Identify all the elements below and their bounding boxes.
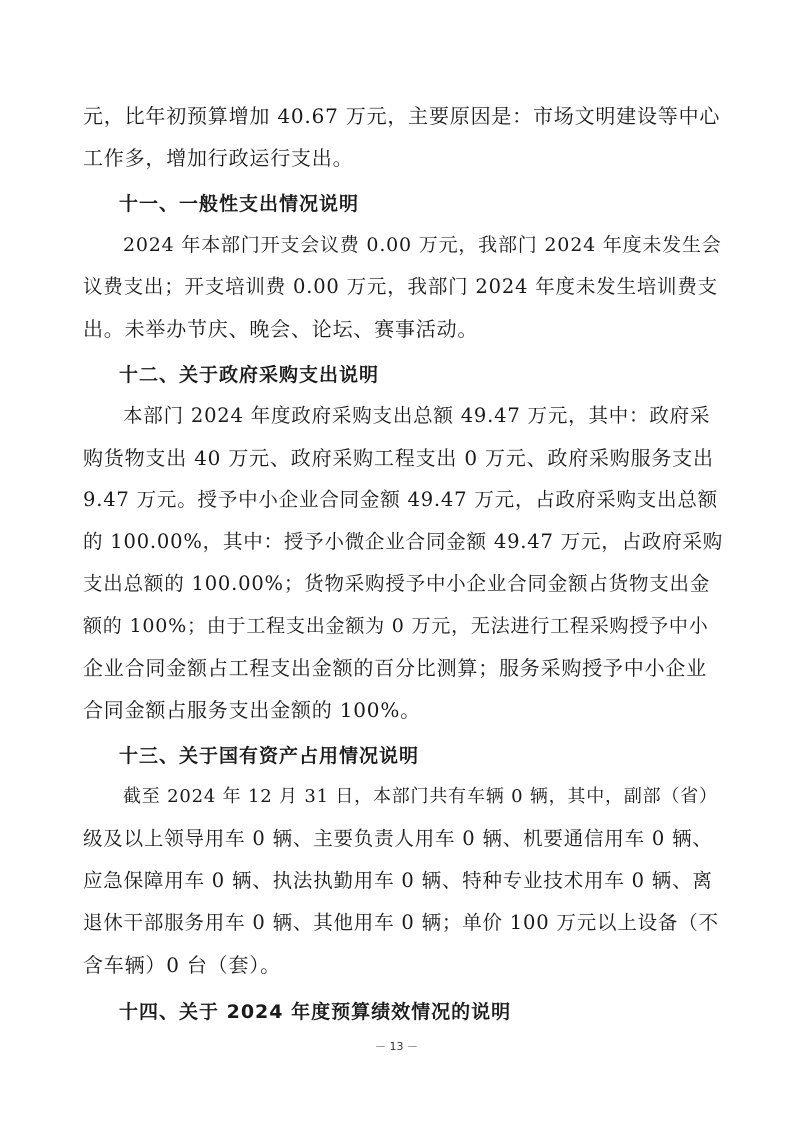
body-text-line: 9.47 万元。授予中小企业合同金额 49.47 万元，占政府采购支出总额 <box>83 488 718 511</box>
body-text-line: 级及以上领导用车 0 辆、主要负责人用车 0 辆、机要通信用车 0 辆、 <box>83 827 713 850</box>
body-text-line: 本部门 2024 年度政府采购支出总额 49.47 万元，其中：政府采 <box>123 404 711 427</box>
section-heading-11: 十一、一般性支出情况说明 <box>119 193 360 215</box>
body-text-line: 购货物支出 40 万元、政府采购工程支出 0 万元、政府采购服务支出 <box>83 446 714 470</box>
body-text-line: 工作多，增加行政运行支出。 <box>83 146 354 170</box>
body-text-line: 议费支出；开支培训费 0.00 万元，我部门 2024 年度未发生培训费支 <box>83 275 718 298</box>
section-heading-14: 十四、关于 2024 年度预算绩效情况的说明 <box>119 1001 512 1023</box>
body-text-line: 额的 100%；由于工程支出金额为 0 万元，无法进行工程采购授予中小 <box>83 615 709 637</box>
body-text-line: 的 100.00%，其中：授予小微企业合同金额 49.47 万元，占政府采购 <box>83 530 724 553</box>
body-text-line: 含车辆）0 台（套）。 <box>83 953 281 977</box>
body-text-line: 合同金额占服务支出金额的 100%。 <box>83 698 421 722</box>
section-heading-13: 十三、关于国有资产占用情况说明 <box>119 745 420 767</box>
body-text-line: 2024 年本部门开支会议费 0.00 万元，我部门 2024 年度未发生会 <box>123 234 722 256</box>
body-text-line: 应急保障用车 0 辆、执法执勤用车 0 辆、特种专业技术用车 0 辆、离 <box>83 869 713 892</box>
body-text-line: 出。未举办节庆、晚会、论坛、赛事活动。 <box>83 317 479 341</box>
body-text-line: 退休干部服务用车 0 辆、其他用车 0 辆；单价 100 万元以上设备（不 <box>83 911 719 934</box>
body-text-line: 元，比年初预算增加 40.67 万元，主要原因是：市场文明建设等中心 <box>83 104 721 128</box>
body-text-line: 截至 2024 年 12 月 31 日，本部门共有车辆 0 辆，其中，副部（省） <box>123 786 718 807</box>
section-heading-12: 十二、关于政府采购支出说明 <box>119 364 380 386</box>
body-text-line: 支出总额的 100.00%；货物采购授予中小企业合同金额占货物支出金 <box>83 572 711 595</box>
body-text-line: 企业合同金额占工程支出金额的百分比测算；服务采购授予中小企业 <box>83 656 707 680</box>
page-number: － 13 － <box>375 1040 418 1053</box>
